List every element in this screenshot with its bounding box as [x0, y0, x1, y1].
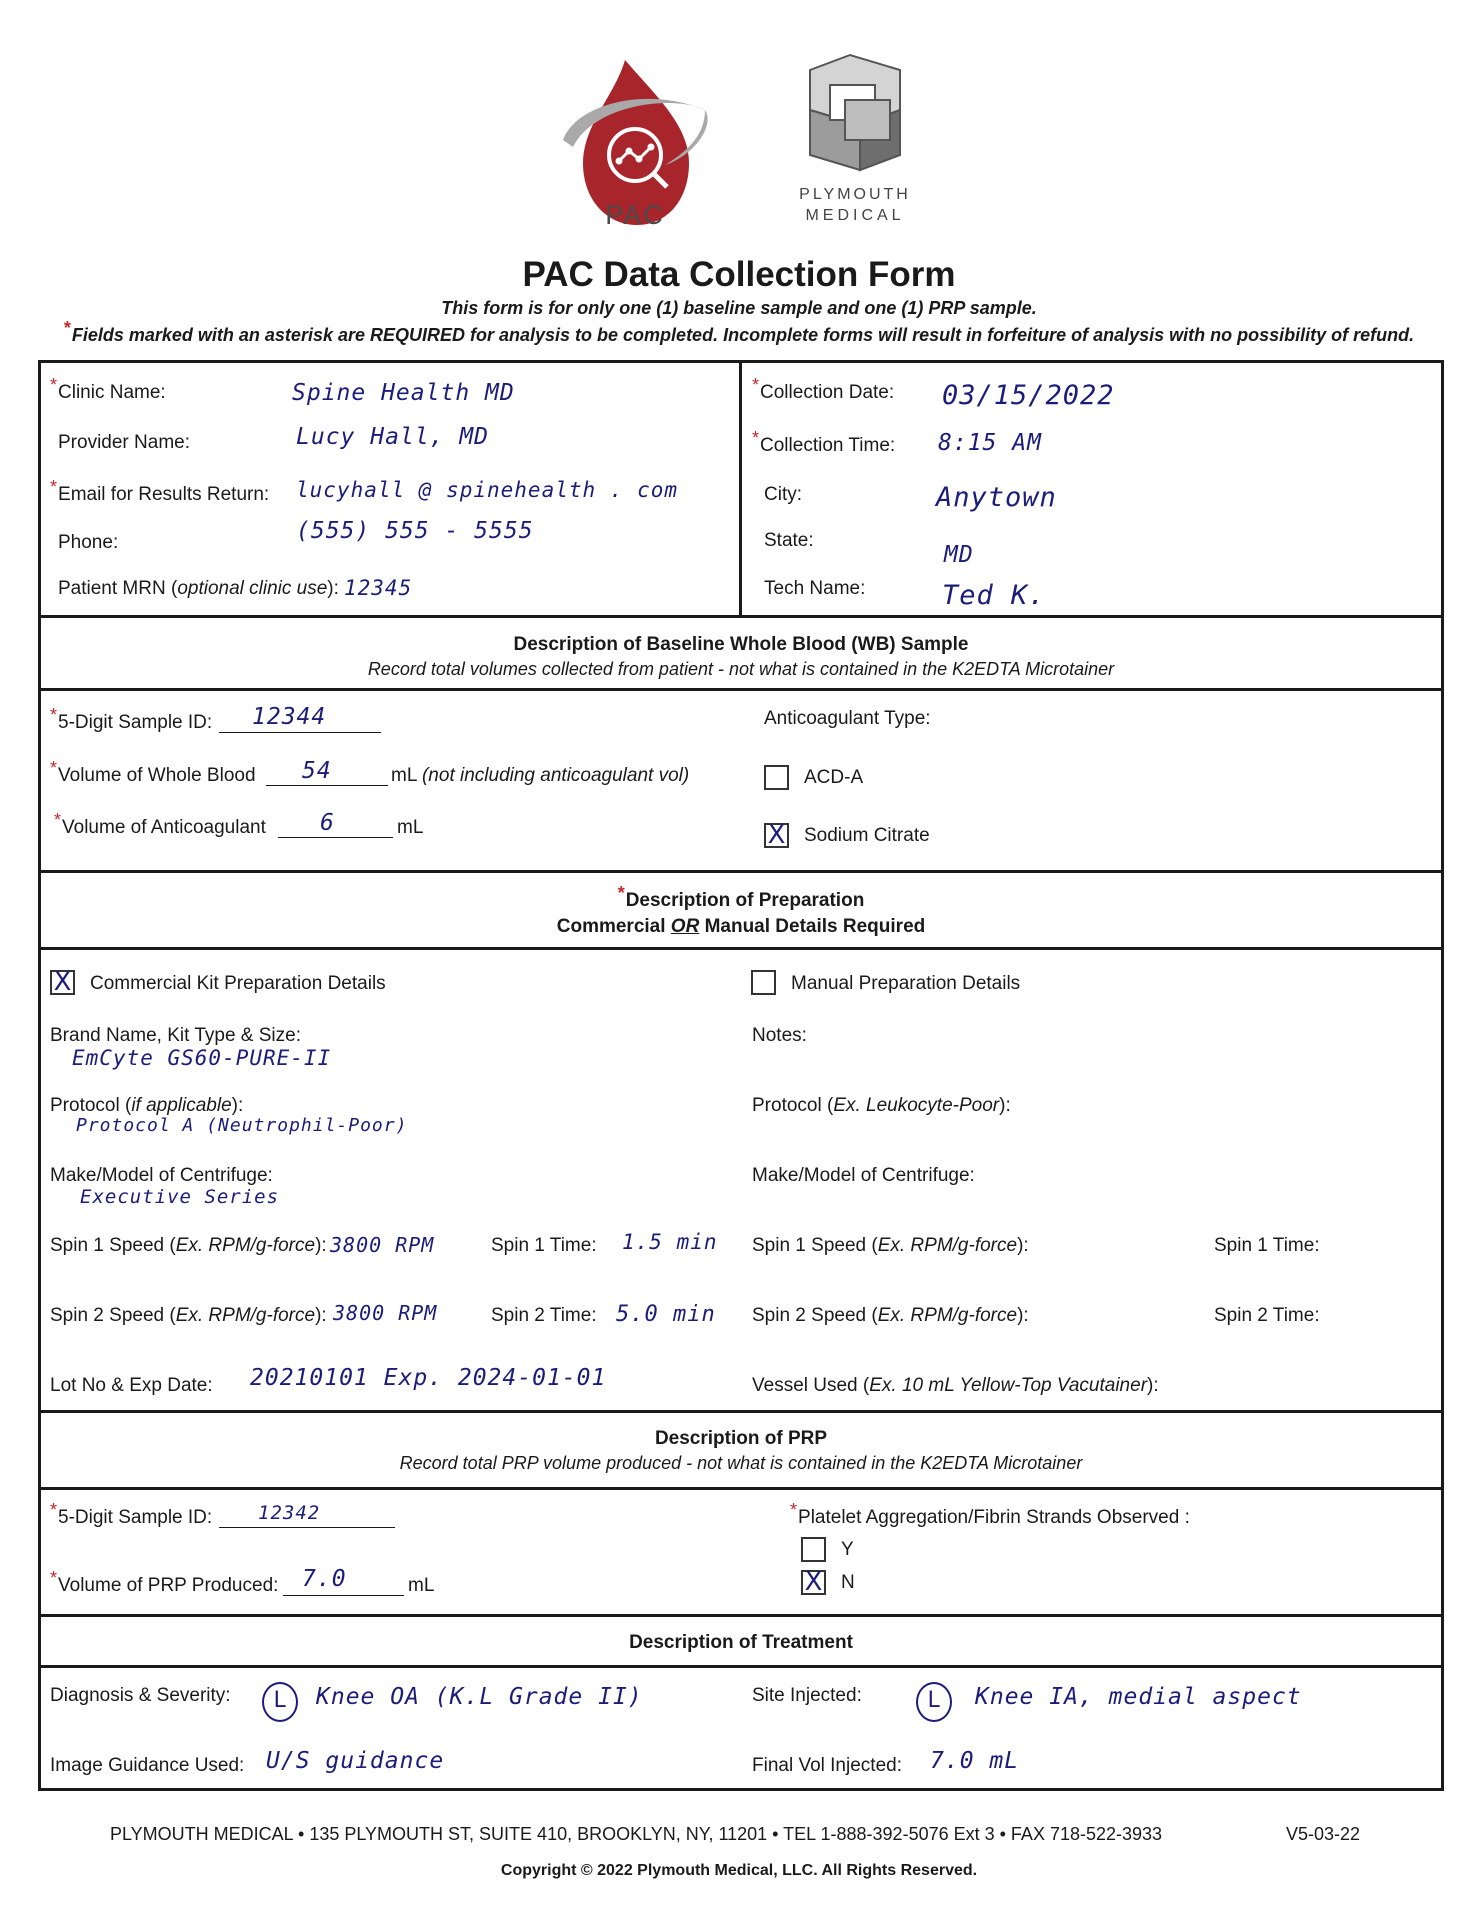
spin2-time-label: Spin 2 Time: [491, 1305, 597, 1326]
provider-name-label: Provider Name: [58, 432, 190, 453]
required-note: *Fields marked with an asterisk are REQUIRED for analysis to be completed. Incomplete forms will result in forfeiture of analysis with no possibility of refund. [63, 318, 1415, 345]
manual-prep-heading: Manual Preparation Details [791, 973, 1021, 994]
volume-ac-line [278, 837, 393, 838]
acda-checkbox[interactable] [764, 765, 789, 790]
lot-label: Lot No & Exp Date: [50, 1375, 213, 1396]
divider-5 [38, 1410, 1444, 1413]
volume-ac-unit: mL [397, 817, 424, 838]
plymouth-logo [790, 50, 920, 180]
protocol-label: Protocol (if applicable): [50, 1095, 244, 1116]
footer-version: V5-03-22 [1286, 1824, 1361, 1844]
prp-sample-id-value[interactable]: 12342 [258, 1502, 321, 1524]
plymouth-cube-icon [790, 50, 920, 180]
commercial-kit-checkbox[interactable] [50, 967, 75, 997]
divider-vertical [739, 360, 742, 617]
check-x-icon: X [804, 1567, 823, 1597]
manual-prep-checkbox[interactable] [751, 970, 776, 995]
manual-spin2-speed-label: Spin 2 Speed (Ex. RPM/g-force): [752, 1305, 1029, 1326]
divider-7 [38, 1614, 1444, 1617]
divider-2 [38, 688, 1444, 691]
collection-time-value[interactable]: 8:15 AM [938, 430, 1042, 456]
diagnosis-side-circle: L [262, 1682, 298, 1722]
city-label: City: [764, 484, 802, 505]
lot-value[interactable]: 20210101 Exp. 2024-01-01 [250, 1365, 607, 1391]
divider-3 [38, 870, 1444, 873]
spin1-time-label: Spin 1 Time: [491, 1235, 597, 1256]
manual-spin2-time-label: Spin 2 Time: [1214, 1305, 1320, 1326]
city-value[interactable]: Anytown [936, 482, 1057, 513]
final-vol-label: Final Vol Injected: [752, 1755, 902, 1776]
site-value[interactable]: Knee IA, medial aspect [975, 1684, 1302, 1710]
aggregation-n-label: N [841, 1572, 855, 1593]
footer-copyright: Copyright © 2022 Plymouth Medical, LLC. All Rights Reserved. [500, 1862, 978, 1879]
spin1-speed-label: Spin 1 Speed (Ex. RPM/g-force): [50, 1235, 327, 1256]
spin2-speed-label: Spin 2 Speed (Ex. RPM/g-force): [50, 1305, 327, 1326]
phone-value[interactable]: (555) 555 - 5555 [296, 518, 534, 544]
manual-vessel-label: Vessel Used (Ex. 10 mL Yellow-Top Vacutainer): [752, 1375, 1159, 1396]
form-border-bottom [38, 1788, 1444, 1791]
prp-sample-id-line [219, 1527, 395, 1528]
prp-volume-unit: mL [408, 1575, 435, 1596]
preparation-subtitle: Commercial OR Manual Details Required [556, 916, 926, 937]
manual-protocol-label: Protocol (Ex. Leukocyte-Poor): [752, 1095, 1011, 1116]
sodium-citrate-checkbox[interactable] [764, 820, 789, 850]
manual-centrifuge-label: Make/Model of Centrifuge: [752, 1165, 975, 1186]
footer-address: PLYMOUTH MEDICAL • 135 PLYMOUTH ST, SUITE 410, BROOKLYN, NY, 11201 • TEL 1-888-392-5076 Ext 3 • FAX 718-522-3933 [110, 1824, 1163, 1844]
diagnosis-value[interactable]: Knee OA (K.L Grade II) [316, 1684, 643, 1710]
email-value[interactable]: lucyhall @ spinehealth . com [296, 478, 679, 502]
centrifuge-label: Make/Model of Centrifuge: [50, 1165, 273, 1186]
manual-spin1-time-label: Spin 1 Time: [1214, 1235, 1320, 1256]
commercial-kit-heading: Commercial Kit Preparation Details [90, 973, 386, 994]
sodium-citrate-label: Sodium Citrate [804, 825, 930, 846]
baseline-sample-id-label: *5-Digit Sample ID: [50, 705, 213, 733]
provider-name-value[interactable]: Lucy Hall, MD [296, 424, 490, 450]
manual-spin1-speed-label: Spin 1 Speed (Ex. RPM/g-force): [752, 1235, 1029, 1256]
volume-wb-value[interactable]: 54 [302, 758, 332, 784]
prp-volume-line [283, 1595, 404, 1596]
anticoagulant-type-label: Anticoagulant Type: [764, 708, 931, 729]
divider-1 [38, 615, 1444, 618]
volume-ac-value[interactable]: 6 [320, 810, 335, 836]
clinic-name-value[interactable]: Spine Health MD [292, 380, 515, 406]
collection-date-label: *Collection Date: [752, 375, 895, 403]
volume-wb-unit: mL (not including anticoagulant vol) [391, 765, 690, 786]
prp-subtitle: Record total PRP volume produced - not what is contained in the K2EDTA Microtainer [399, 1453, 1083, 1473]
collection-date-value[interactable]: 03/15/2022 [942, 380, 1115, 411]
brand-value[interactable]: EmCyte GS60-PURE-II [72, 1046, 332, 1070]
tech-name-value[interactable]: Ted K. [942, 580, 1046, 611]
baseline-sample-id-line [219, 732, 381, 733]
prp-volume-value[interactable]: 7.0 [302, 1566, 347, 1592]
guidance-label: Image Guidance Used: [50, 1755, 245, 1776]
final-vol-value[interactable]: 7.0 mL [930, 1748, 1020, 1774]
check-x-icon: X [767, 820, 786, 850]
phone-label: Phone: [58, 532, 119, 553]
page-subtitle: This form is for only one (1) baseline sample and one (1) PRP sample. [441, 298, 1037, 318]
acda-label: ACD-A [804, 767, 864, 788]
divider-4 [38, 947, 1444, 950]
baseline-sample-id-value[interactable]: 12344 [252, 704, 327, 730]
clinic-name-label: *Clinic Name: [50, 375, 166, 403]
volume-wb-line [266, 785, 388, 786]
brand-label: Brand Name, Kit Type & Size: [50, 1025, 301, 1046]
check-x-icon: X [53, 967, 72, 997]
treatment-title: Description of Treatment [629, 1632, 853, 1653]
protocol-value[interactable]: Protocol A (Neutrophil-Poor) [76, 1115, 408, 1136]
aggregation-label: *Platelet Aggregation/Fibrin Strands Observed : [790, 1500, 1190, 1528]
aggregation-y-checkbox[interactable] [801, 1537, 826, 1562]
prp-volume-label: *Volume of PRP Produced: [50, 1568, 279, 1596]
divider-8 [38, 1665, 1444, 1668]
prp-sample-id-label: *5-Digit Sample ID: [50, 1500, 213, 1528]
divider-6 [38, 1487, 1444, 1490]
pac-logo-text: PAC [605, 200, 665, 230]
plymouth-logo-text-1: PLYMOUTH [799, 186, 911, 203]
plymouth-logo-text-2: MEDICAL [805, 207, 905, 224]
page-title: PAC Data Collection Form [522, 255, 956, 294]
spin1-time-value[interactable]: 1.5 min [622, 1230, 718, 1254]
preparation-title: *Description of Preparation [617, 883, 865, 911]
prp-title: Description of PRP [654, 1428, 828, 1449]
tech-name-label: Tech Name: [764, 578, 866, 599]
volume-ac-label: *Volume of Anticoagulant [54, 810, 266, 838]
baseline-title: Description of Baseline Whole Blood (WB) Sample [513, 634, 969, 655]
mrn-value[interactable]: 12345 [344, 576, 413, 600]
manual-notes-label: Notes: [752, 1025, 807, 1046]
diagnosis-label: Diagnosis & Severity: [50, 1685, 231, 1706]
guidance-value[interactable]: U/S guidance [266, 1748, 445, 1774]
centrifuge-value[interactable]: Executive Series [80, 1186, 280, 1208]
state-value[interactable]: MD [944, 542, 974, 568]
spin2-speed-value[interactable]: 3800 RPM [333, 1301, 438, 1325]
email-label: *Email for Results Return: [50, 477, 270, 505]
volume-wb-label: *Volume of Whole Blood [50, 758, 256, 786]
form-border-left [38, 360, 41, 1791]
baseline-subtitle: Record total volumes collected from patient - not what is contained in the K2EDTA Microtainer [367, 659, 1115, 679]
aggregation-n-checkbox[interactable] [801, 1567, 826, 1597]
spin2-time-value[interactable]: 5.0 min [616, 1302, 716, 1327]
mrn-label: Patient MRN (optional clinic use): [58, 578, 339, 599]
state-label: State: [764, 530, 814, 551]
site-label: Site Injected: [752, 1685, 862, 1706]
aggregation-y-label: Y [841, 1539, 854, 1560]
collection-time-label: *Collection Time: [752, 428, 896, 456]
site-side-circle: L [916, 1682, 952, 1722]
required-note-text: Fields marked with an asterisk are REQUIRED for analysis to be completed. Incomplete forms will result in forfeiture of analysis with no possibility of refund. [71, 325, 1415, 345]
form-border-right [1441, 360, 1444, 1791]
spin1-speed-value[interactable]: 3800 RPM [330, 1233, 435, 1257]
